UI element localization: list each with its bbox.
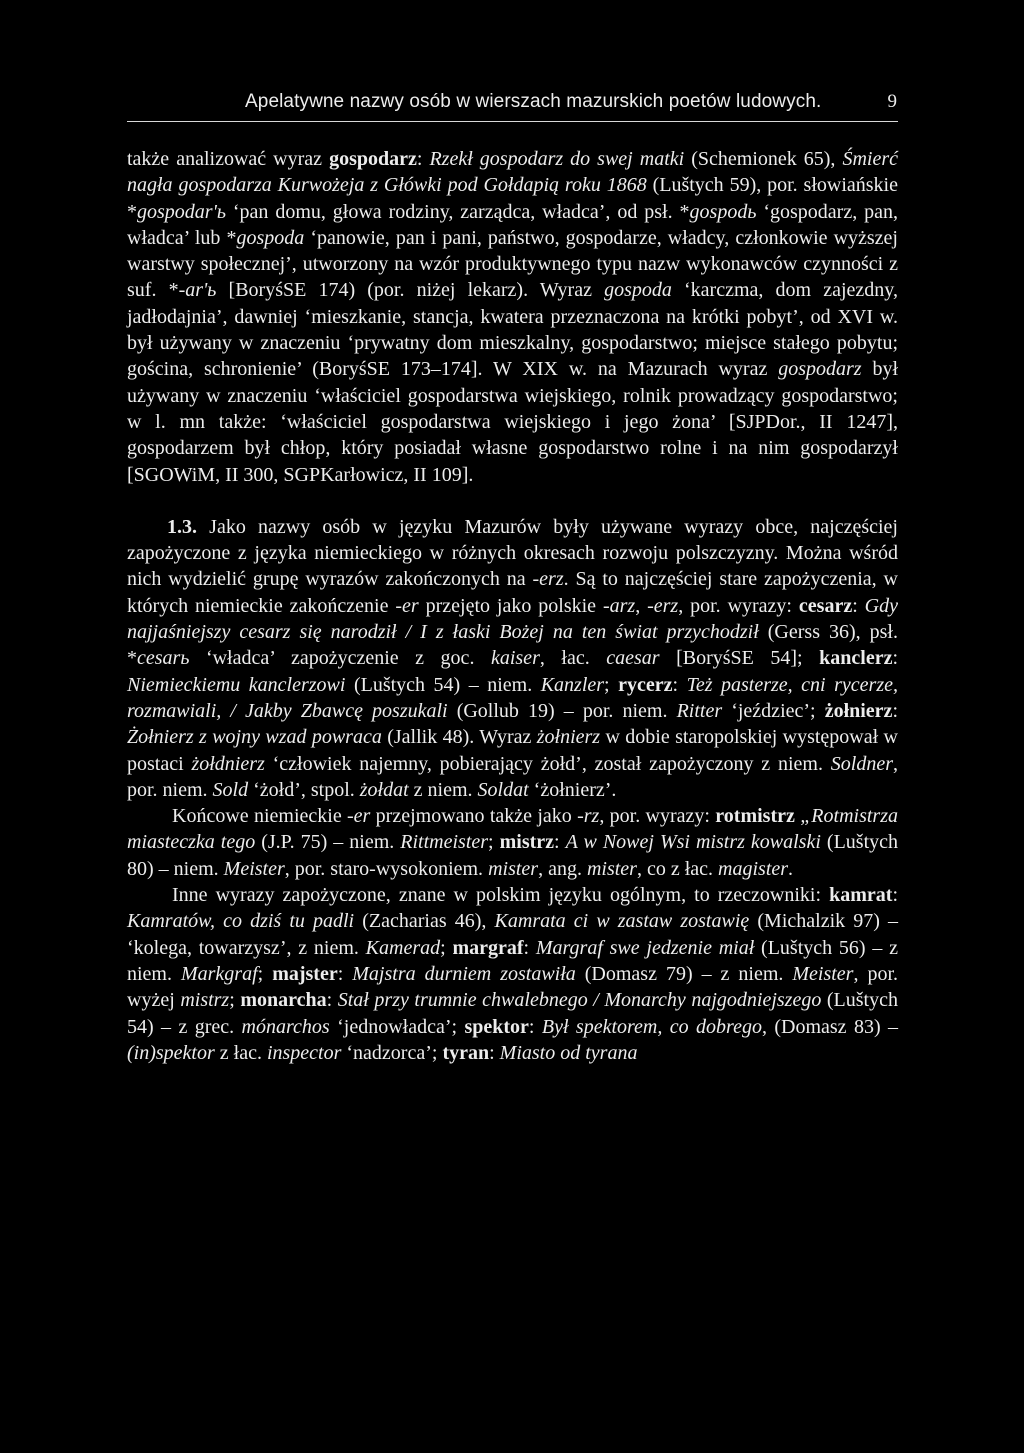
italic-citation: żołdnierz bbox=[191, 752, 265, 775]
text-run: : bbox=[892, 647, 899, 670]
italic-citation: gospoda bbox=[236, 226, 305, 249]
text-run: : bbox=[554, 831, 566, 854]
text-run: ; bbox=[604, 673, 619, 696]
text-run: . bbox=[788, 857, 794, 880]
text-run: był używany w znaczeniu ‘właściciel gospodarstwa wiejskiego, rolnik prowadzący gospodarstwo; w l. mn także: ‘właściciel gospodarstwa wiejskiego i jego żona’ [SJPDor., II 1247], gospodarzem był chłop, który posiadał własne gospodarstwo rolne i na nim gospodarzył [SGOWiM, II 300, SGPKarłowicz, II 109]. bbox=[127, 358, 898, 486]
text-run: przejmowano także jako bbox=[370, 805, 578, 828]
text-run: , por. wyrazy: bbox=[678, 594, 799, 617]
italic-citation: Majstra durniem zostawiła bbox=[352, 962, 576, 985]
text-run: ‘gospodarz, pan, władca’ lub * bbox=[127, 200, 898, 249]
headword: kamrat bbox=[829, 884, 893, 907]
paragraph bbox=[127, 803, 898, 882]
text-run: ‘żołnierz’. bbox=[528, 778, 617, 801]
text-run: z łac. bbox=[214, 1041, 267, 1064]
headword: majster bbox=[272, 962, 338, 985]
text-run: : bbox=[892, 699, 898, 722]
header-title: Apelatywne nazwy osób w wierszach mazurskich poetów ludowych. bbox=[245, 91, 822, 112]
italic-citation: Kamerad bbox=[365, 936, 441, 959]
text-run: ; bbox=[257, 962, 273, 985]
text-run: [BoryśSE 54]; bbox=[659, 647, 820, 670]
italic-citation: Żołnierz z wojny wzad powraca bbox=[127, 726, 382, 749]
italic-citation: -erz bbox=[532, 568, 564, 591]
italic-citation: -rz bbox=[577, 805, 600, 828]
text-run: , ang. bbox=[538, 857, 587, 880]
text-run: także analizować wyraz bbox=[127, 148, 330, 170]
text-run: : bbox=[523, 936, 536, 959]
italic-citation: Rittmeister bbox=[400, 831, 489, 854]
italic-citation: mister bbox=[488, 857, 539, 880]
text-run: . Są to najczęściej stare zapożyczenia, w których niemieckie zakończenie bbox=[127, 568, 898, 617]
text-run: ‘władca’ zapożyczenie z goc. bbox=[189, 647, 491, 670]
text-run: : bbox=[489, 1041, 500, 1064]
text-run: w dobie staropolskiej występował w postaci bbox=[127, 726, 898, 775]
text-run: ‘panowie, pan i pani, państwo, gospodarze, władcy, członkowie wyższej warstwy społecznej’, utworzony na wzór produktywnego typu nazw wykonawców czynności z suf. * bbox=[127, 226, 898, 302]
italic-citation: gospoda bbox=[604, 279, 672, 302]
italic-citation: „Rotmistrza miasteczka tego bbox=[127, 805, 898, 854]
text-run: : bbox=[528, 1015, 542, 1038]
paragraph bbox=[127, 514, 898, 803]
text-run: (Luštych 80) – niem. bbox=[127, 831, 899, 880]
headword: żołnierz bbox=[824, 699, 893, 722]
text-run: : bbox=[852, 594, 865, 617]
italic-citation: Miasto od tyrana bbox=[499, 1041, 638, 1064]
headword: rycerz bbox=[618, 673, 673, 696]
text-run: (J.P. 75) – niem. bbox=[255, 831, 401, 854]
italic-citation: -ar'ь bbox=[178, 279, 217, 302]
text-run: , co z łac. bbox=[636, 857, 719, 880]
text-run: (Luštych 59), por. słowiańskie * bbox=[127, 174, 898, 223]
text-run: z niem. bbox=[408, 778, 478, 801]
italic-citation: -er bbox=[347, 805, 371, 828]
italic-citation: Margraf swe jedzenie miał bbox=[535, 936, 755, 959]
headword: 1.3. bbox=[167, 515, 197, 538]
text-run: ‘żołd’, stpol. bbox=[248, 778, 360, 801]
text-run: przejęto jako polskie bbox=[418, 594, 603, 617]
headword: rotmistrz bbox=[715, 805, 795, 828]
headword: margraf bbox=[452, 936, 524, 959]
text-run: ; bbox=[229, 989, 241, 1012]
italic-citation: gospodar'ь bbox=[137, 200, 226, 223]
text-run: (Domasz 79) – z niem. bbox=[575, 962, 793, 985]
text-run: Jako nazwy osób w języku Mazurów były używane wyrazy obce, najczęściej zapożyczone z języka niemieckiego w różnych okresach rozwoju polszczyzny. Można wśród nich wydzielić grupę wyrazów zakończonych na bbox=[127, 515, 898, 591]
text-run: , (Domasz 83) – bbox=[761, 1015, 899, 1038]
text-run: , por. niem. bbox=[127, 752, 898, 801]
italic-citation: magister bbox=[718, 857, 789, 880]
text-run: (Zacharias 46), bbox=[354, 910, 495, 933]
italic-citation: Markgraf bbox=[180, 962, 258, 985]
italic-citation: mónarchos bbox=[241, 1015, 330, 1038]
italic-citation: Soldat bbox=[477, 778, 529, 801]
italic-citation: Soldner bbox=[830, 752, 893, 775]
italic-citation: żołnierz bbox=[536, 726, 601, 749]
text-run: ‘pan domu, głowa rodziny, zarządca, władca’, od psł. * bbox=[225, 200, 690, 223]
text-run: (Jallik 48). Wyraz bbox=[381, 726, 537, 749]
italic-citation: kaiser bbox=[490, 647, 540, 670]
italic-citation: Śmierć nagła gospodarza Kurwożeja z Główki pod Gołdapią roku 1868 bbox=[127, 148, 899, 197]
italic-citation: mistrz bbox=[180, 989, 230, 1012]
headword: tyran bbox=[442, 1041, 490, 1064]
italic-citation: gospodarz bbox=[778, 358, 862, 381]
italic-citation: caesar bbox=[606, 647, 660, 670]
text-run: ‘jednowładca’; bbox=[329, 1015, 465, 1038]
text-run: : bbox=[672, 673, 687, 696]
italic-citation: (in)spektor bbox=[127, 1041, 215, 1064]
italic-citation: gospodь bbox=[689, 200, 757, 223]
text-run: [BoryśSE 174) (por. niżej lekarz). Wyraz bbox=[216, 279, 605, 302]
text-run: (Michalzik 97) – ‘kolega, towarzysz’, z niem. bbox=[127, 910, 899, 959]
text-run: , bbox=[635, 594, 648, 617]
italic-citation: -arz bbox=[602, 594, 636, 617]
paragraph bbox=[127, 146, 898, 488]
italic-citation: Gdy najjaśniejszy cesarz się narodził / I z łaski Bożej na ten świat przychodził bbox=[127, 594, 898, 644]
text-run: ; bbox=[440, 936, 453, 959]
text-run: : bbox=[892, 884, 898, 907]
italic-citation: cesarь bbox=[137, 647, 190, 670]
text-run: ‘nadzorca’; bbox=[341, 1041, 443, 1064]
italic-citation: Stał przy trumnie chwalebnego / Monarchy najgodniejszego bbox=[337, 989, 822, 1012]
headword: mistrz bbox=[499, 831, 555, 854]
italic-citation: Kamrata ci w zastaw zostawię bbox=[494, 910, 750, 933]
italic-citation: Meister bbox=[792, 962, 854, 985]
italic-citation: Meister bbox=[223, 857, 285, 880]
text-run: : bbox=[326, 989, 338, 1012]
italic-citation: żołdat bbox=[359, 778, 409, 801]
text-run: , por. wyrazy: bbox=[599, 805, 716, 828]
italic-citation: Kanzler bbox=[540, 673, 605, 696]
italic-citation: A w Nowej Wsi mistrz kowalski bbox=[565, 831, 821, 854]
headword: gospodarz bbox=[329, 148, 417, 170]
page-number: 9 bbox=[887, 91, 897, 112]
headword: monarcha bbox=[240, 989, 327, 1012]
headword: spektor bbox=[464, 1015, 529, 1038]
text-run: : bbox=[416, 148, 430, 170]
italic-citation: Ritter bbox=[676, 699, 723, 722]
italic-citation: inspector bbox=[266, 1041, 342, 1064]
text-run: ; bbox=[488, 831, 500, 854]
text-run: (Schemionek 65), bbox=[684, 148, 843, 170]
italic-citation: -er bbox=[395, 594, 419, 617]
italic-citation: mister bbox=[586, 857, 637, 880]
italic-citation: Niemieckiemu kanclerzowi bbox=[127, 673, 346, 696]
italic-citation: Też pasterze, cni rycerze, rozmawiali, / Jakby Zbawcę poszukali bbox=[127, 673, 898, 722]
text-run: Końcowe niemieckie bbox=[172, 805, 348, 828]
headword: cesarz bbox=[798, 594, 853, 617]
italic-citation: -erz bbox=[647, 594, 679, 617]
text-run: (Luštych 54) – z grec. bbox=[127, 989, 898, 1038]
text-run: ‘jeździec’; bbox=[722, 699, 825, 722]
italic-citation: Rzekł gospodarz do swej matki bbox=[429, 148, 685, 170]
text-run: (Luštych 54) – niem. bbox=[345, 673, 541, 696]
text-run: (Gerss 36), psł. * bbox=[127, 621, 898, 670]
text-run: , por. wyżej bbox=[127, 962, 899, 1012]
text-run: : bbox=[337, 962, 353, 985]
text-run: ‘karczma, dom zajezdny, jadłodajnia’, dawniej ‘mieszkanie, stancja, kwatera przeznaczona na krótki pobyt’, od XVI w. był używany w znaczeniu ‘prywatny dom mieszkalny, gospodarstwo; miejsce stałego pobytu; gościna, schronienie’ (BoryśSE 173–174]. W XIX w. na Mazurach wyraz bbox=[127, 279, 898, 381]
text-run: ‘człowiek najemny, pobierający żołd’, został zapożyczony z niem. bbox=[264, 752, 831, 775]
italic-citation: Był spektorem, co dobrego bbox=[541, 1015, 762, 1038]
paragraph bbox=[127, 882, 898, 1066]
text-run: , łac. bbox=[539, 647, 607, 670]
body-text bbox=[127, 146, 898, 1066]
italic-citation: Kamratów, co dziś tu padli bbox=[127, 910, 355, 933]
text-run: , por. staro-wysokoniem. bbox=[284, 857, 489, 880]
headword: kanclerz bbox=[819, 647, 893, 670]
header-rule bbox=[127, 121, 898, 122]
running-header bbox=[127, 91, 897, 113]
text-run: Inne wyrazy zapożyczone, znane w polskim języku ogólnym, to rzeczowniki: bbox=[172, 884, 830, 907]
text-run: (Gollub 19) – por. niem. bbox=[447, 699, 677, 722]
text-run: (Luštych 56) – z niem. bbox=[127, 936, 898, 985]
italic-citation: Sold bbox=[212, 778, 249, 801]
